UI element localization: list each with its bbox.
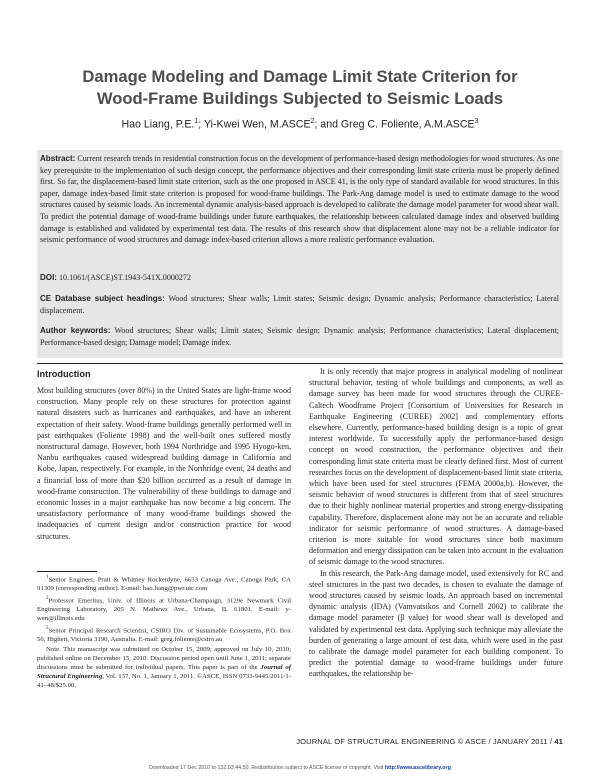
author-1: Hao Liang, P.E. — [121, 118, 195, 131]
right-paragraph-2: In this research, the Park-Ang damage model, used extensively for RC and steel structures in the past two decades, is chosen to evaluate the damage of wood structures caused by seismic loads. An approach based on incremental dynamic analysis (IDA) (Vamvatsikos and Cornell 2002) to calibrate the damage model parameter (β value) for wood shear wall is developed and validated by experimental test data. Applying such technique may alleviate the burden of generating a large amount of test data, which were used in the past to calibrate the damage model parameter for each building component. To predict the potential damage to wood-frame buildings under future earthquakes, the relationship be- — [309, 568, 563, 679]
footnote-2-text: Professor Emeritus, Univ. of Illinois at Urbana-Champaign, 3129e Newmark Civil Engineering Laboratory, 205 N. Mathews Ave., Urbana, IL 61801. E-mail: y-wen@illinois.edu — [37, 597, 291, 623]
ce-subject-headings — [40, 293, 559, 316]
abstract-text: Current research trends in residential construction focus on the development of performance-based design methodologies for wood structures. As one key prerequisite to the implementation of such design concept, the performance objectives and their corresponding limit state criteria must be properly defined first. So far, the displacement-based limit state criterion, such as the one proposed in ASCE 41, is the only type of standard available for wood structures. In this paper, damage index-based limit state criterion is proposed for wood-frame buildings. The Park-Ang damage model is used to estimate damage to the wood structures caused by seismic loads. An incremental dynamic analysis-based approach is developed to calibrate the damage model parameter for wood shear wall. To predict the potential damage of wood-frame buildings under future earthquakes, the relationship between calculated damage index and observed building damage is established and validated by experimental test data. The results of this research show that displacement alone may not be a reliable indicator for seismic performance of wood structures and damage index-based criterion allows a more realistic performance evaluation. — [40, 154, 560, 245]
footnote-3-text: Senior Principal Research Scientist, CSIRO Div. of Sustainable Ecosystems, P.O. Box 56, Highett, Victoria 3190, Australia. E-mail: greg.foliente@csiro.au — [37, 627, 291, 644]
footnote-2 — [37, 595, 291, 624]
page-number: 41 — [554, 737, 563, 746]
journal-running-footer — [296, 737, 563, 746]
left-paragraph: Most building structures (over 80%) in the United States are light-frame wood construction. Many people rely on these structures for protection against natural disasters such as hurricanes and earthquakes, and have an inherent expectation of their safety. Wood-frame buildings generally performed well in past earthquakes (Foliente 1998) and the well-built ones suffered mostly nonstructural damage. However, both 1994 Northridge and 1995 Hyogo-ken, Nanbu earthquakes caused widespread building damage in California and Kobe, Japan, respectively. For example, in the Northridge event, 24 deaths and a financial loss of more than $20 billion occurred as a result of damage in wood-frame construction. The vulnerability of these buildings to damage and economic losses in a major earthquake has now become a big concern. The unsatisfactory performance of many wood-frame buildings showed the inadequacies of current design and/or construction practice for wood structures. — [37, 386, 291, 541]
note-journal: Journal of Structural Engineering — [37, 663, 291, 680]
download-footer-text: Downloaded 17 Dec 2010 to 132.03.44.50. Redistribution subject to ASCE license or copyright. Visit — [149, 765, 385, 771]
introduction-heading: Introduction — [37, 369, 91, 379]
doi — [40, 273, 191, 282]
footnote-2-mark: 2 — [46, 596, 49, 602]
right-column — [309, 366, 563, 680]
author-2-affil: 2 — [310, 118, 315, 125]
author-2: ; Yi-Kwei Wen, M.ASCE — [198, 118, 311, 131]
keywords-label: Author keywords: — [40, 326, 111, 335]
submission-note — [37, 646, 291, 691]
footnote-divider — [37, 571, 97, 572]
paper-title-line-2: Wood-Frame Buildings Subjected to Seismic Loads — [96, 89, 504, 108]
abstract — [40, 153, 559, 246]
ce-headings-text: Wood structures; Shear walls; Limit states; Seismic design; Dynamic analysis; Performance characteristics; Lateral displacement. — [40, 294, 559, 315]
author-1-affil: 1 — [194, 118, 199, 125]
footnote-1-text: Senior Engineer, Pratt & Whitney Rocketdyne, 6633 Canoga Ave., Canoga Park, CA 91309 (corresponding author). E-mail: hao.liang@pwr.utc.com — [37, 576, 291, 593]
footnote-1-mark: 1 — [46, 575, 49, 580]
author-keywords — [40, 325, 559, 348]
note-citation: , Vol. 137, No. 1, January 1, 2011. ©ASCE, ISSN 0733-9445/2011/1-41–48/$25.00. — [37, 672, 291, 689]
author-3-affil: 3 — [474, 118, 479, 125]
author-3: ; and Greg C. Foliente, A.M.ASCE — [314, 118, 475, 131]
doi-label: DOI: — [40, 273, 57, 282]
abstract-label: Abstract: — [40, 154, 76, 163]
section-divider — [37, 363, 563, 364]
author-line — [0, 118, 600, 131]
journal-footer-text: JOURNAL OF STRUCTURAL ENGINEERING © ASCE / JANUARY 2011 / — [296, 737, 555, 746]
right-paragraph-1: It is only recently that major progress in analytical modeling of nonlinear structural behavior, testing of whole buildings and components, as well as damage survey has been made for wood structures through the CUREE-Caltech Woodframe Project [Consortium of Universities for Research in Earthquake Engineering (CUREE) 2002] and complementary efforts elsewhere. Currently, performance-based building design is a topic of great interest worldwide. To successfully apply the performance-based design concept on wood construction, the performance objectives and their corresponding limit state criteria must be clearly defined first. Most of current researches focus on the development of displacement-based limit state criteria, which have been used for steel structures (FEMA 2000a,b). However, the seismic behavior of wood structures is different from that of steel structures due to their highly nonlinear material properties and strong energy-dissipating capability. Therefore, displacement alone may not be an accurate and reliable indicator for seismic performance of wood structures. A damage-based criterion is more suitable for wood structures since both maximum deformation and energy dissipation can be taken into account in the evaluation of seismic damage to the wood structures. — [309, 367, 563, 567]
doi-value[interactable]: 10.1061/(ASCE)ST.1943-541X.0000272 — [59, 273, 191, 282]
note-text: Note. This manuscript was submitted on October 15, 2009; approved on July 10, 2010; published online on December 15, 2010. Discussion period open until June 1, 2011; separate discussions must be submitted for individual papers. This paper is part of the — [37, 646, 291, 671]
footnote-1 — [37, 574, 291, 594]
left-column — [37, 385, 291, 542]
footnotes — [37, 574, 291, 692]
footnote-3-mark: 3 — [46, 626, 49, 632]
download-footer — [0, 765, 600, 771]
ascelibrary-link[interactable]: http://www.ascelibrary.org — [384, 765, 451, 771]
keywords-text: Wood structures; Shear walls; Limit states; Seismic design; Dynamic analysis; Performance characteristics; Lateral displacement; Performance-based design; Damage model; Damage index. — [40, 326, 559, 347]
footnote-3 — [37, 625, 291, 645]
paper-title-line-1: Damage Modeling and Damage Limit State Criterion for — [82, 67, 518, 86]
ce-headings-label: CE Database subject headings: — [40, 294, 165, 303]
